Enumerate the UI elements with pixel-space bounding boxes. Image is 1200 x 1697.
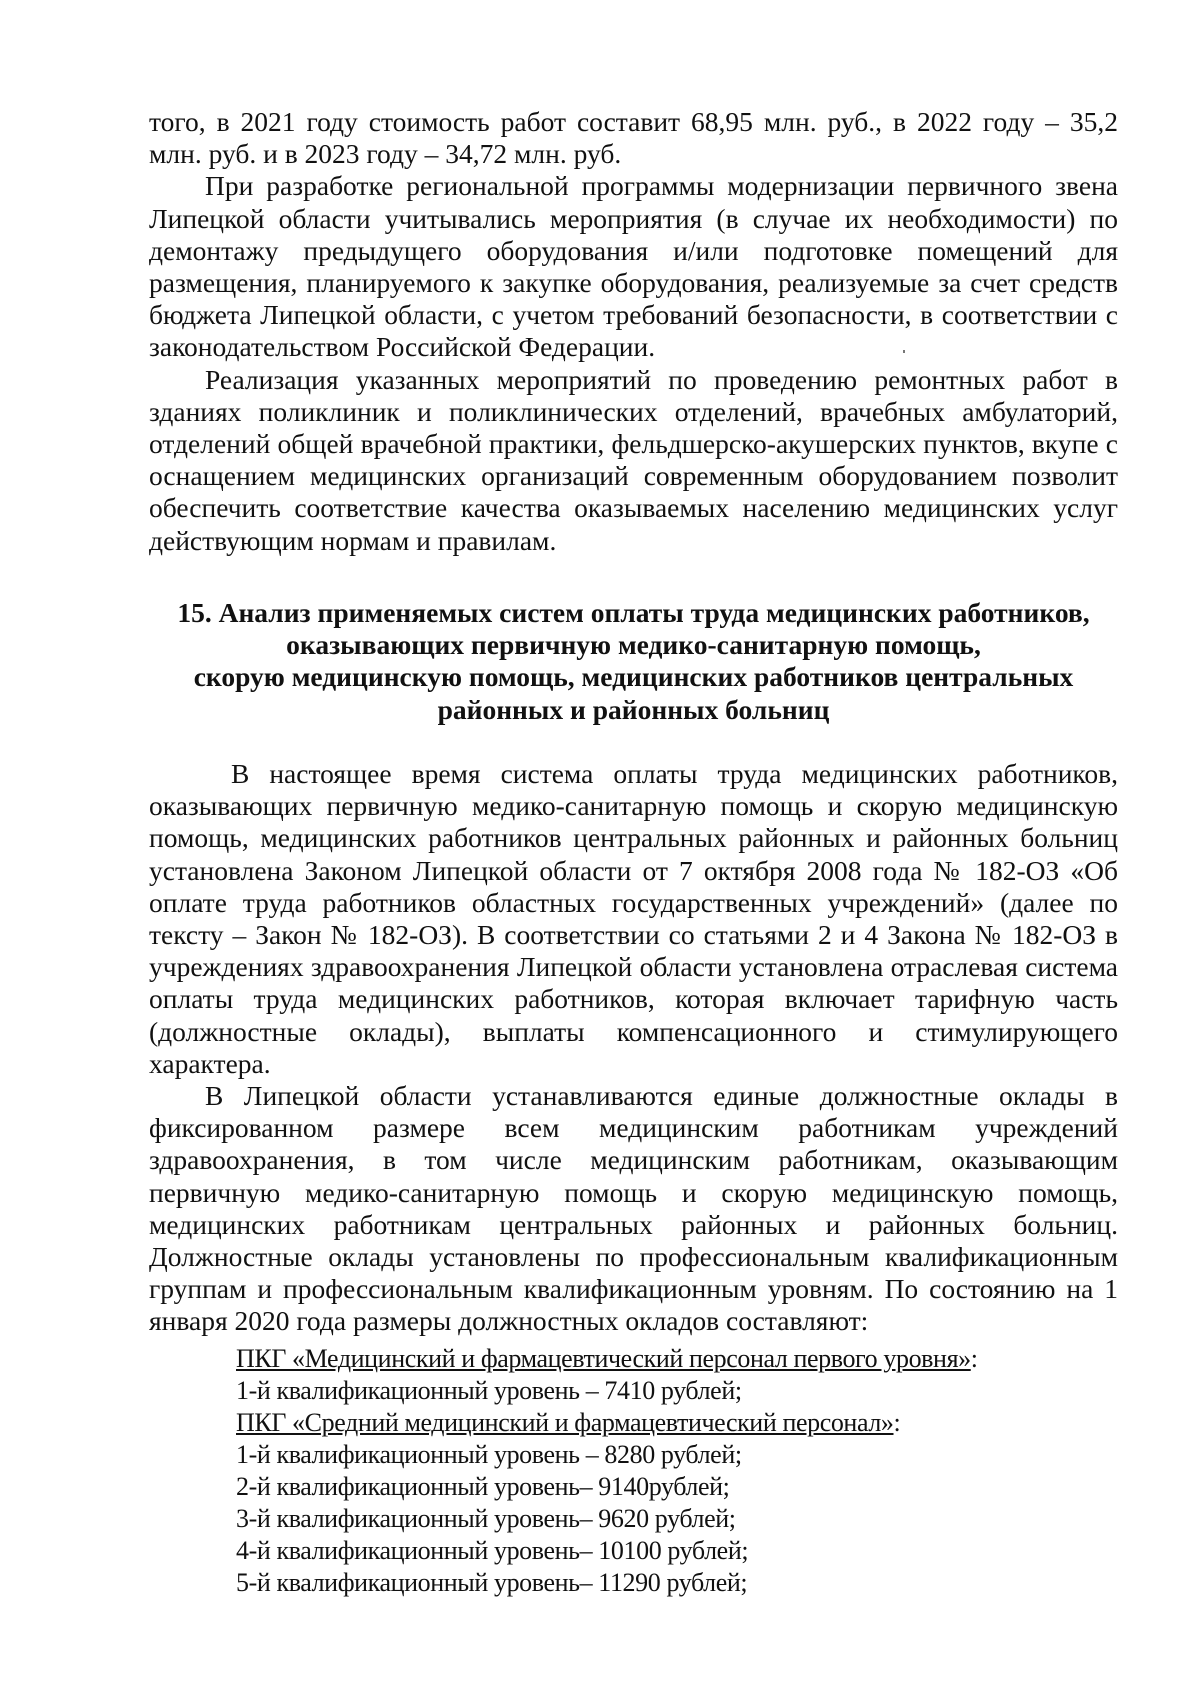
- salary-level-item: 3-й квалификационный уровень– 9620 рублей;: [236, 1504, 736, 1533]
- paragraph-current-system: В настоящее время система оплаты труда медицинских работников, оказывающих первичную медико-санитарную помощь и скорую медицинскую помощь, медицинских работников центральных районных и районных больниц установлена Законом Липецкой области от 7 октября 2008 года № 182-ОЗ «Об оплате труда работников областных государственных учреждений» (далее по тексту – Закон № 182-ОЗ). В соответствии со статьями 2 и 4 Закона № 182-ОЗ в учреждениях здравоохранения Липецкой области установлена отраслевая система оплаты труда медицинских работников, которая включает тарифную часть (должностные оклады), выплаты компенсационного и стимулирующего характера.: [149, 758, 1118, 1079]
- section-heading-line: районных и районных больниц: [437, 693, 830, 725]
- paragraph-modernization: При разработке региональной программы модернизации первичного звена Липецкой области учитывались мероприятия (в случае их необходимости) по демонтажу предыдущего оборудования и/или подготовке помещений для размещения, планируемого к закупке оборудования, реализуемые за счет средств бюджета Липецкой области, с учетом требований безопасности, в соответствии с законодательством Российской Федерации.: [149, 170, 1118, 363]
- salary-list: [236, 1343, 1116, 1599]
- salary-level-item: 2-й квалификационный уровень– 9140рублей;: [236, 1472, 730, 1501]
- paragraph-continuation: того, в 2021 году стоимость работ составит 68,95 млн. руб., в 2022 году – 35,2 млн. руб. и в 2023 году – 34,72 млн. руб.: [149, 106, 1118, 170]
- section-heading: [149, 597, 1118, 726]
- salary-level-item: 5-й квалификационный уровень– 11290 рублей;: [236, 1568, 748, 1597]
- intro-text-block: [149, 106, 1118, 557]
- scan-speck: [903, 350, 905, 353]
- paragraph-salary-rates: В Липецкой области устанавливаются единые должностные оклады в фиксированном размере всем медицинским работникам учреждений здравоохранения, в том числе медицинским работникам, оказывающим первичную медико-санитарную помощь и скорую медицинскую помощь, медицинских работникам центральных районных и районных больниц. Должностные оклады установлены по профессиональным квалификационным группам и профессиональным квалификационным уровням. По состоянию на 1 января 2020 года размеры должностных окладов составляют:: [149, 1080, 1118, 1337]
- salary-group-heading: ПКГ «Медицинский и фармацевтический персонал первого уровня»:: [236, 1344, 978, 1373]
- section-heading-line: 15. Анализ применяемых систем оплаты труда медицинских работников,: [177, 597, 1090, 628]
- section-text-block: [149, 758, 1118, 1338]
- section-heading-line: оказывающих первичную медико-санитарную помощь,: [286, 629, 981, 661]
- salary-level-item: 1-й квалификационный уровень – 8280 рублей;: [236, 1440, 742, 1469]
- salary-level-item: 4-й квалификационный уровень– 10100 рублей;: [236, 1536, 749, 1565]
- salary-group-heading: ПКГ «Средний медицинский и фармацевтический персонал»:: [236, 1408, 901, 1437]
- paragraph-repair-works: Реализация указанных мероприятий по проведению ремонтных работ в зданиях поликлиник и поликлинических отделений, врачебных амбулаторий, отделений общей врачебной практики, фельдшерско-акушерских пунктов, вкупе с оснащением медицинских организаций современным оборудованием позволит обеспечить соответствие качества оказываемых населению медицинских услуг действующим нормам и правилам.: [149, 363, 1118, 556]
- section-heading-line: скорую медицинскую помощь, медицинских работников центральных: [193, 661, 1074, 693]
- salary-level-item: 1-й квалификационный уровень – 7410 рублей;: [236, 1376, 742, 1405]
